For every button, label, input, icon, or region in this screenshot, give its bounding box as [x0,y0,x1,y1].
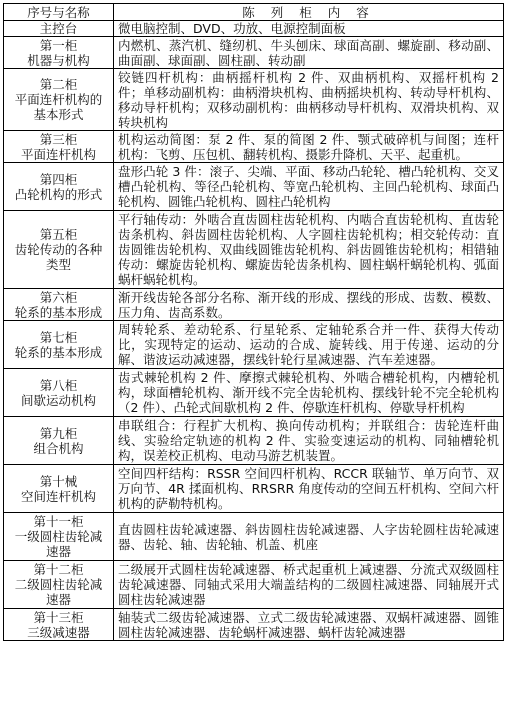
cabinet-content: 轴装式二级齿轮减速器、立式二级齿轮减速器、双蜗杆减速器、圆锥圆柱齿轮减速器、齿轮蜗杆减速器、蜗杆齿轮减速器 [114,609,504,641]
cabinet-name-line: 第九柜 [39,425,78,441]
cabinet-name-line: 一级圆柱齿轮减 [14,529,103,544]
cabinet-name-line: 速器 [45,544,71,559]
cabinet-name [4,465,114,513]
cabinet-name-line: 第十械 [39,473,78,489]
cabinet-name [4,289,114,321]
cabinet-name [4,21,114,37]
table-row [4,131,504,163]
cabinet-content: 二级展开式圆柱齿轮减速器、桥式起重机上减速器、分流式双级圆柱齿轮减速器、同轴式采用大端盖结构的二级圆柱减速器、同轴展开式圆柱齿轮减速器 [114,561,504,609]
table-row [4,465,504,513]
table-row [4,37,504,69]
table-row [4,211,504,289]
cabinet-name-line: 二级圆柱齿轮减 [14,577,103,592]
table-row [4,163,504,211]
cabinet-content: 齿式棘轮机构 2 件、摩擦式棘轮机构、外啮合槽轮机构，内槽轮机构，球面槽轮机构、渐开线不完全齿轮机构、摆线针轮不完全轮机构（2 件）、凸轮式间歇机构 2 件、停歇连杆机构、停歇导杆机构 [114,369,504,417]
cabinet-name [4,163,114,211]
cabinet-name-line: 平面连杆机构 [20,146,96,162]
cabinet-name [4,211,114,289]
cabinet-name-line: 主控台 [39,21,78,36]
cabinet-name-line: 第三柜 [39,131,78,147]
cabinet-content: 机构运动简图：泵 2 件、泵的简图 2 件、颚式破碎机与间图；连杆机构：飞剪、压包机、翻转机构、摄影升降机、天平、起重机。 [114,131,504,163]
cabinet-content: 直齿圆柱齿轮减速器、斜齿圆柱齿轮减速器、人字齿轮圆柱齿轮减速器、齿轮、轴、齿轮轴、机盖、机座 [114,513,504,561]
cabinet-name-line: 第十三柜 [33,609,84,625]
cabinet-name-line: 第八柜 [39,377,78,393]
cabinet-name-line: 第七柜 [39,329,78,345]
cabinet-name-line: 第二柜 [39,77,78,92]
cabinet-name [4,513,114,561]
cabinet-name-line: 第一柜 [39,37,78,53]
table-row [4,513,504,561]
cabinet-content: 串联组合：行程扩大机构、换向传动机构；并联组合：齿轮连杆曲线、实验给定轨迹的机构 2 件、实验变速运动的机构、同轴槽轮机构，误差校正机构、电动马游艺机装置。 [114,417,504,465]
cabinet-name-line: 空间连杆机构 [20,488,96,504]
cabinet-name [4,417,114,465]
cabinet-name-line: 速器 [45,592,71,607]
cabinet-name-line: 类型 [45,257,71,272]
cabinet-name-line: 机器与机构 [27,52,90,68]
exhibit-table [3,3,504,641]
cabinet-name-line: 第十一柜 [33,514,84,529]
cabinet-name [4,369,114,417]
cabinet-name-line: 基本形式 [33,107,84,122]
cabinet-name-line: 第四柜 [39,171,78,187]
cabinet-name [4,321,114,369]
cabinet-name [4,131,114,163]
header-content: 陈 列 柜 内 容 [114,4,504,21]
table-header-row [4,4,504,21]
table-row [4,369,504,417]
cabinet-name-line: 齿轮传动的各种 [14,242,103,257]
cabinet-content: 空间四杆结构：RSSR 空间四杆机构、RCCR 联轴节、单万向节、双万向节、4R 揉面机构、RRSRR 角度传动的空间五杆机构、空间六杆机构的萨勒特机构。 [114,465,504,513]
cabinet-content: 铰链四杆机构：曲柄摇杆机构 2 件、双曲柄机构、双摇杆机构 2 件；单移动副机构：曲柄滑块机构、曲柄摇块机构、转动导杆机构、移动导杆机构；双移动副机构：曲柄移动导杆机构、双滑块机构、双转块机构 [114,69,504,131]
cabinet-name-line: 三级减速器 [27,624,90,640]
table-body [4,21,504,641]
cabinet-name-line: 凸轮机构的形式 [14,186,103,202]
cabinet-content: 盘形凸轮 3 件：滚子、尖端、平面、移动凸轮轮、槽凸轮机构、交叉槽凸轮机构、等径凸轮机构、等宽凸轮机构、主回凸轮机构、球面凸轮机构、圆锥凸轮机构、圆柱凸轮机构 [114,163,504,211]
cabinet-name-line: 轮系的基本形成 [14,304,103,320]
header-name: 序号与名称 [4,4,114,21]
cabinet-content: 周转轮系、差动轮系、行星轮系、定轴轮系合并一件、获得大传动比，实现特定的运动、运动的合成、旋转线、用于传递、运动的分解、谐波运动减速器，摆线针轮行星减速器、汽车差速器。 [114,321,504,369]
table-row [4,561,504,609]
table-row [4,21,504,37]
cabinet-name [4,69,114,131]
cabinet-name-line: 轮系的基本形成 [14,344,103,360]
table-row [4,417,504,465]
cabinet-name-line: 组合机构 [33,440,84,456]
cabinet-name [4,609,114,641]
cabinet-name-line: 第十二柜 [33,562,84,577]
table-row [4,69,504,131]
cabinet-content: 渐开线齿轮各部分名称、渐开线的形成、摆线的形成、齿数、模数、压力角、齿高系数。 [114,289,504,321]
cabinet-content: 内燃机、蒸汽机、缝纫机、牛头刨床、球面高副、螺旋副、移动副、曲面副、球面副、圆柱副、转动副 [114,37,504,69]
cabinet-name [4,561,114,609]
cabinet-name-line: 平面连杆机构的 [14,92,103,107]
table-row [4,609,504,641]
cabinet-name-line: 间歇运动机构 [20,392,96,408]
cabinet-name-line: 第五柜 [39,227,78,242]
cabinet-name [4,37,114,69]
table-row [4,321,504,369]
cabinet-name-line: 第六柜 [39,289,78,305]
cabinet-content: 微电脑控制、DVD、功放、电源控制面板 [114,21,504,37]
cabinet-content: 平行轴传动：外啮合直齿圆柱齿轮机构、内啮合直齿轮机构、直齿轮齿条机构、斜齿圆柱齿轮机构、人字圆柱齿轮机构；相交轮传动：直齿圆锥齿轮机构、双曲线圆锥齿轮机构、斜齿圆锥齿轮机构；相错轴传动：螺旋齿轮机构、螺旋齿轮齿条机构、圆柱蜗杆蜗轮机构、弧面蜗杆蜗轮机构。 [114,211,504,289]
table-row [4,289,504,321]
